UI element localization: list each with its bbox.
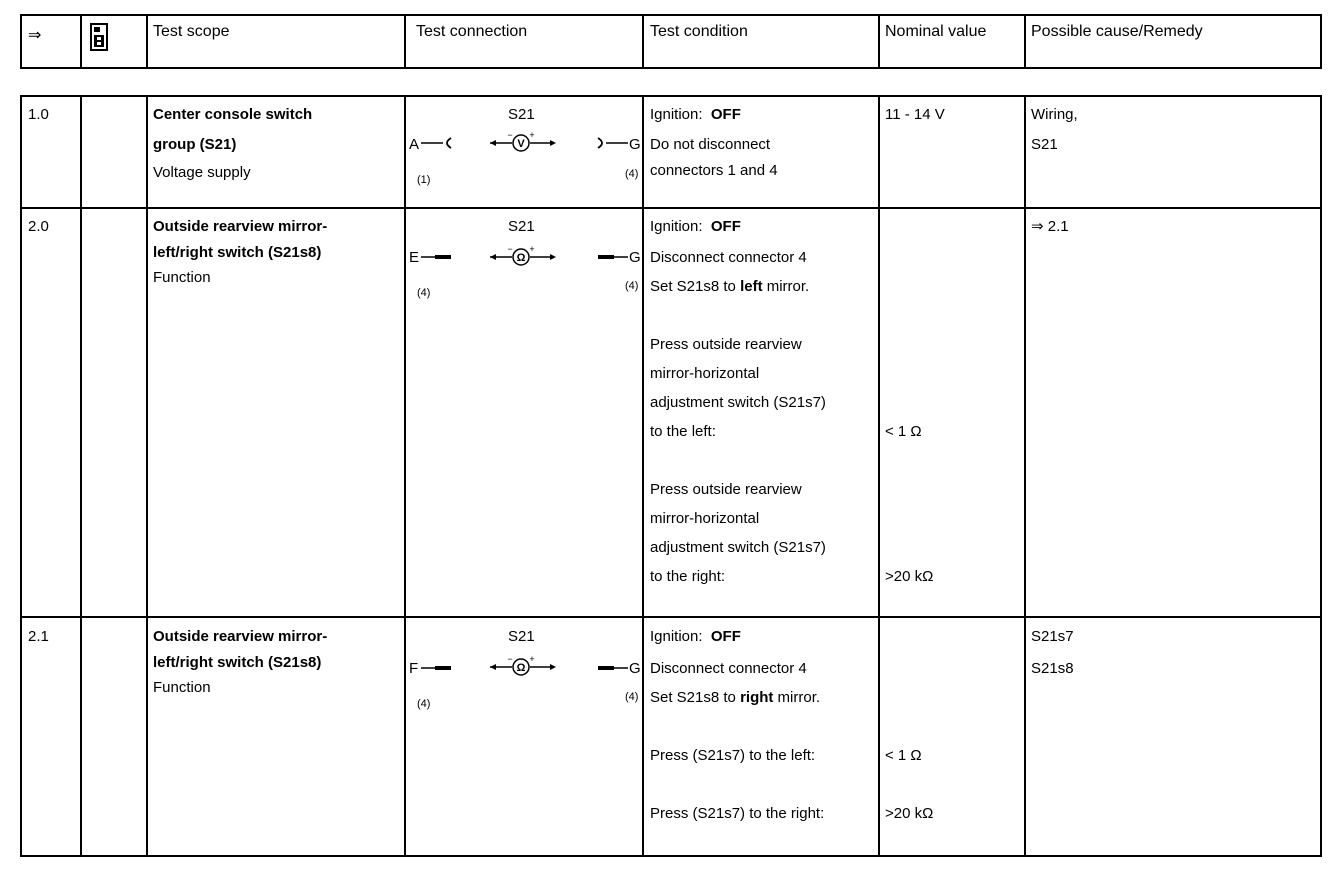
column-divider bbox=[642, 16, 644, 67]
header-test-condition: Test condition bbox=[650, 23, 748, 40]
condition-line: adjustment switch (S21s7) bbox=[650, 539, 826, 556]
column-divider bbox=[404, 97, 406, 855]
ohmmeter-icon bbox=[488, 655, 558, 677]
condition-line: to the right: bbox=[650, 568, 726, 585]
condition-line: Press (S21s7) to the left: bbox=[650, 747, 816, 764]
nominal-value: >20 kΩ bbox=[885, 568, 934, 585]
meter-minus: − bbox=[507, 131, 513, 140]
voltmeter-icon bbox=[488, 131, 558, 153]
meter-plus: + bbox=[529, 131, 535, 140]
header-test-connection: Test connection bbox=[416, 23, 528, 40]
header-nominal-value: Nominal value bbox=[885, 23, 987, 40]
column-divider bbox=[878, 97, 880, 855]
condition-ignition: Ignition: OFF bbox=[650, 106, 741, 123]
scope-title-line: Outside rearview mirror- bbox=[153, 628, 328, 645]
arrow-header: ⇒ bbox=[28, 27, 42, 44]
condition-line: adjustment switch (S21s7) bbox=[650, 394, 826, 411]
connection-left-pin: A bbox=[409, 136, 420, 153]
header-possible-cause: Possible cause/Remedy bbox=[1031, 23, 1203, 40]
connection-right-connector: (4) bbox=[625, 168, 639, 180]
scope-subtitle: Voltage supply bbox=[153, 164, 251, 181]
row-divider bbox=[22, 207, 1320, 209]
column-divider bbox=[146, 16, 148, 67]
row-divider bbox=[22, 616, 1320, 618]
connection-right-pin: G bbox=[629, 660, 641, 677]
socket-connector-left-icon bbox=[419, 135, 455, 151]
condition-line: Press outside rearview bbox=[650, 481, 802, 498]
connection-left-pin: F bbox=[409, 660, 419, 677]
condition-line: mirror-horizontal bbox=[650, 365, 760, 382]
connection-left-pin: E bbox=[409, 249, 420, 266]
test-table-body bbox=[20, 95, 1322, 857]
scope-title-line: left/right switch (S21s8) bbox=[153, 244, 322, 261]
column-divider bbox=[1024, 16, 1026, 67]
scope-title-line: group (S21) bbox=[153, 136, 237, 153]
ohmmeter-icon bbox=[488, 245, 558, 267]
column-divider bbox=[404, 16, 406, 67]
connection-right-connector: (4) bbox=[625, 691, 639, 703]
connection-right-pin: G bbox=[629, 136, 641, 153]
pin-connector-right-icon bbox=[596, 660, 630, 676]
scope-subtitle: Function bbox=[153, 269, 211, 286]
pin-connector-left-icon bbox=[419, 660, 455, 676]
scope-title-line: Center console switch bbox=[153, 106, 313, 123]
connection-left-connector: (4) bbox=[417, 287, 431, 299]
connection-component: S21 bbox=[508, 106, 535, 123]
nominal-value: < 1 Ω bbox=[885, 423, 922, 440]
condition-line: Do not disconnect bbox=[650, 136, 771, 153]
condition-ignition: Ignition: OFF bbox=[650, 218, 741, 235]
remedy-link: ⇒ 2.1 bbox=[1031, 218, 1069, 235]
nominal-value: < 1 Ω bbox=[885, 747, 922, 764]
pin-connector-right-icon bbox=[596, 249, 630, 265]
meter-plus: + bbox=[529, 655, 535, 664]
tester-device-icon bbox=[88, 22, 112, 52]
step-number: 1.0 bbox=[28, 106, 49, 123]
condition-ignition: Ignition: OFF bbox=[650, 628, 741, 645]
step-number: 2.1 bbox=[28, 628, 49, 645]
connection-component: S21 bbox=[508, 218, 535, 235]
condition-line: mirror-horizontal bbox=[650, 510, 760, 527]
remedy-line: S21s7 bbox=[1031, 628, 1074, 645]
condition-line: Press (S21s7) to the right: bbox=[650, 805, 825, 822]
pin-connector-left-icon bbox=[419, 249, 455, 265]
condition-set-mirror: Set S21s8 to right mirror. bbox=[650, 689, 821, 706]
scope-title-line: left/right switch (S21s8) bbox=[153, 654, 322, 671]
nominal-value: >20 kΩ bbox=[885, 805, 934, 822]
header-test-scope: Test scope bbox=[153, 23, 230, 40]
table-header bbox=[20, 14, 1322, 69]
column-divider bbox=[878, 16, 880, 67]
connection-right-connector: (4) bbox=[625, 280, 639, 292]
meter-symbol: Ω bbox=[516, 252, 526, 264]
scope-subtitle: Function bbox=[153, 679, 211, 696]
condition-line: Disconnect connector 4 bbox=[650, 660, 807, 677]
connection-left-connector: (1) bbox=[417, 174, 431, 186]
condition-line: connectors 1 and 4 bbox=[650, 162, 778, 179]
scope-title-line: Outside rearview mirror- bbox=[153, 218, 328, 235]
condition-line: Disconnect connector 4 bbox=[650, 249, 807, 266]
meter-minus: − bbox=[507, 655, 513, 664]
nominal-value: 11 - 14 V bbox=[885, 106, 945, 123]
column-divider bbox=[1024, 97, 1026, 855]
step-number: 2.0 bbox=[28, 218, 49, 235]
meter-symbol: V bbox=[517, 138, 525, 150]
condition-set-mirror: Set S21s8 to left mirror. bbox=[650, 278, 810, 295]
connection-component: S21 bbox=[508, 628, 535, 645]
meter-minus: − bbox=[507, 245, 513, 254]
connection-right-pin: G bbox=[629, 249, 641, 266]
remedy-line: Wiring, bbox=[1031, 106, 1078, 123]
meter-plus: + bbox=[529, 245, 535, 254]
remedy-line: S21 bbox=[1031, 136, 1058, 153]
socket-connector-right-icon bbox=[596, 135, 630, 151]
condition-line: to the left: bbox=[650, 423, 716, 440]
column-divider bbox=[146, 97, 148, 855]
meter-symbol: Ω bbox=[516, 662, 526, 674]
column-divider bbox=[80, 97, 82, 855]
remedy-line: S21s8 bbox=[1031, 660, 1074, 677]
connection-left-connector: (4) bbox=[417, 698, 431, 710]
column-divider bbox=[642, 97, 644, 855]
column-divider bbox=[80, 16, 82, 67]
condition-line: Press outside rearview bbox=[650, 336, 802, 353]
